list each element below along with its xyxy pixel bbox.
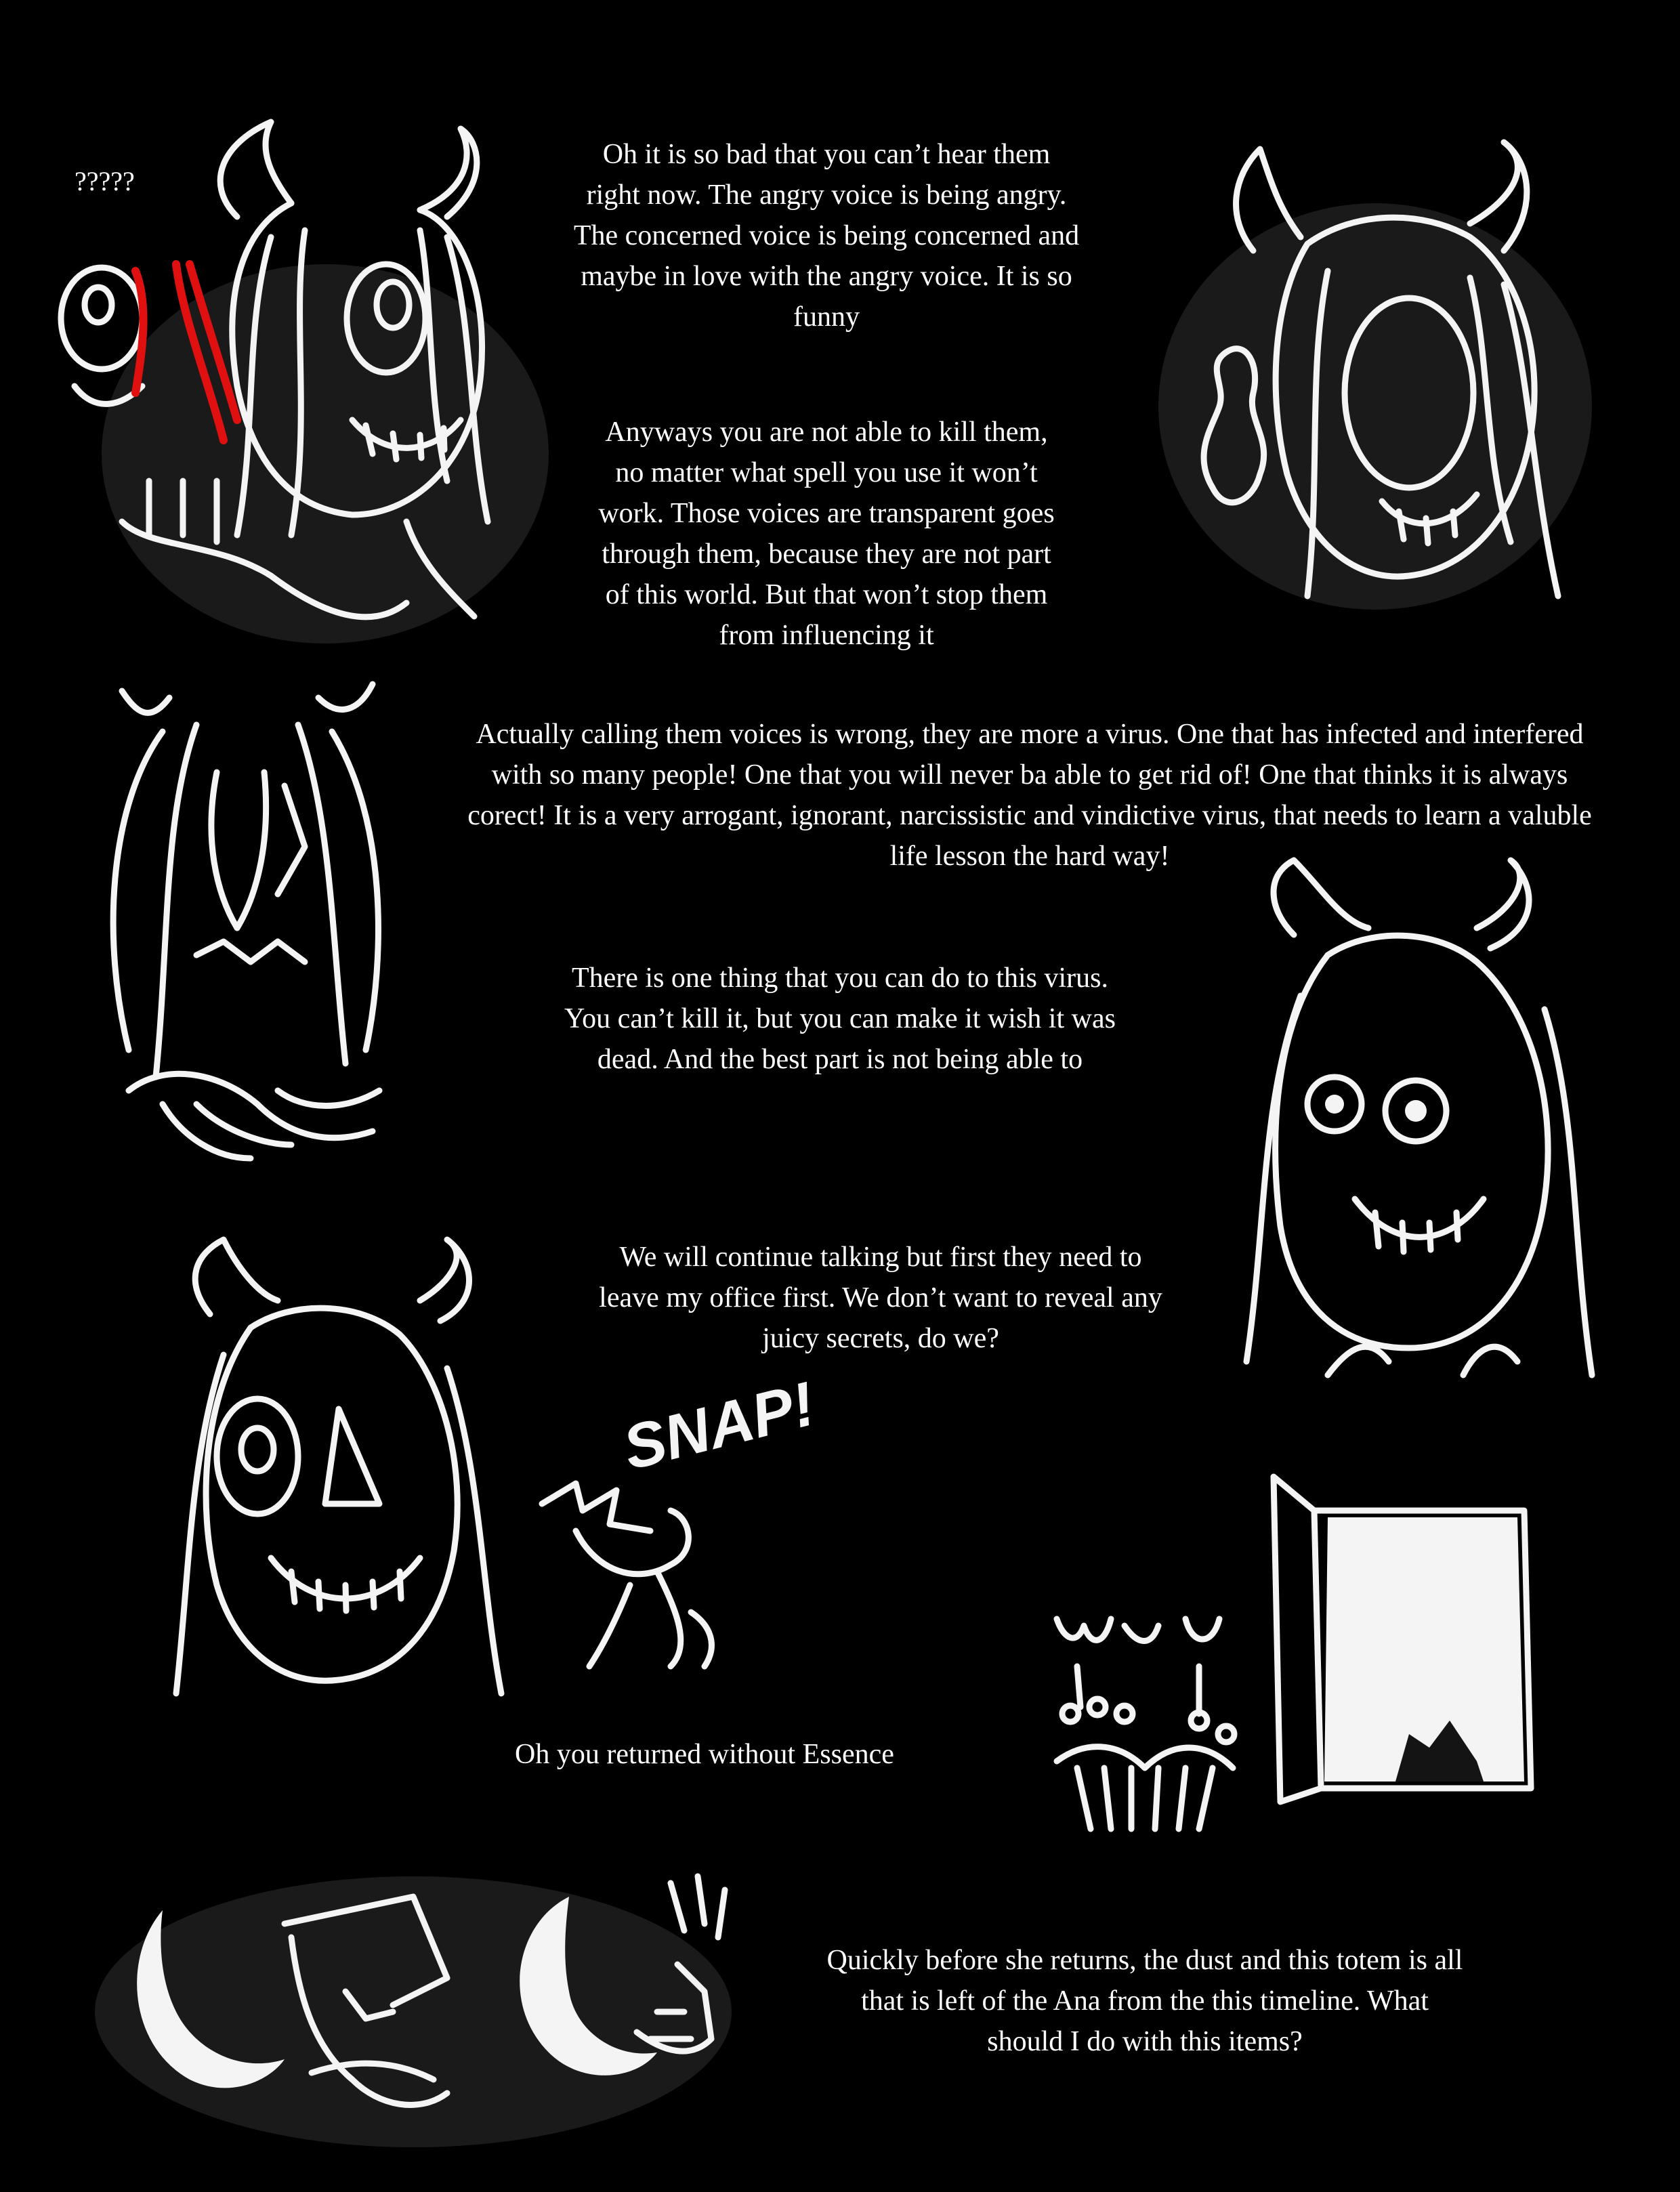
framed-totem-drawing bbox=[1260, 1463, 1545, 1815]
caption-panel-1: Oh it is so bad that you can’t hear them right now. The angry voice is being angry. The concerned voice is being concerned and maybe in love with the angry voice. It is so funny bbox=[573, 139, 1080, 333]
crescent-totems-drawing bbox=[95, 1856, 745, 2154]
caption-panel-4: There is one thing that you can do to this virus. You can’t kill it, but you can make it wish it was dead. And the best part is not being able to bbox=[564, 963, 1116, 1075]
horned-figure-drawing-4 bbox=[1192, 847, 1599, 1402]
caption-panel-5: We will continue talking but first they need to leave my office first. We don’t want to reveal any juicy secrets, do we? bbox=[599, 1242, 1162, 1354]
caption-panel-6: Oh you returned without Essence bbox=[515, 1739, 894, 1770]
horned-figure-drawing-1 bbox=[68, 102, 555, 657]
caption-panel-3: Actually calling them voices is wrong, they are more a virus. One that has infected and interfered with so many people! One that you will never ba able to get rid of! One that thinks it is always corect! It is a very arrogant, ignorant, narcissistic and vindictive virus, that needs to learn a valuble life lesson the hard way! bbox=[467, 719, 1592, 872]
horned-figure-drawing-2 bbox=[1152, 135, 1599, 623]
question-marks-caption: ????? bbox=[75, 166, 135, 196]
caption-panel-7: Quickly before she returns, the dust and this totem is all that is left of the Ana from the this timeline. What should I do with this items? bbox=[826, 1945, 1463, 2057]
snap-sound-effect: SNAP! bbox=[616, 1369, 822, 1483]
snapping-hand-drawing bbox=[535, 1369, 833, 1680]
hooded-figure-drawing-3 bbox=[61, 671, 440, 1199]
horned-figure-drawing-5 bbox=[135, 1233, 515, 1707]
caption-panel-2: Anyways you are not able to kill them, no matter what spell you use it won’t work. Those voices are transparent goes through them, because they are not part of this world. But that won’t stop them from influencing it bbox=[598, 417, 1055, 651]
flowers-drawing bbox=[1030, 1605, 1253, 1836]
